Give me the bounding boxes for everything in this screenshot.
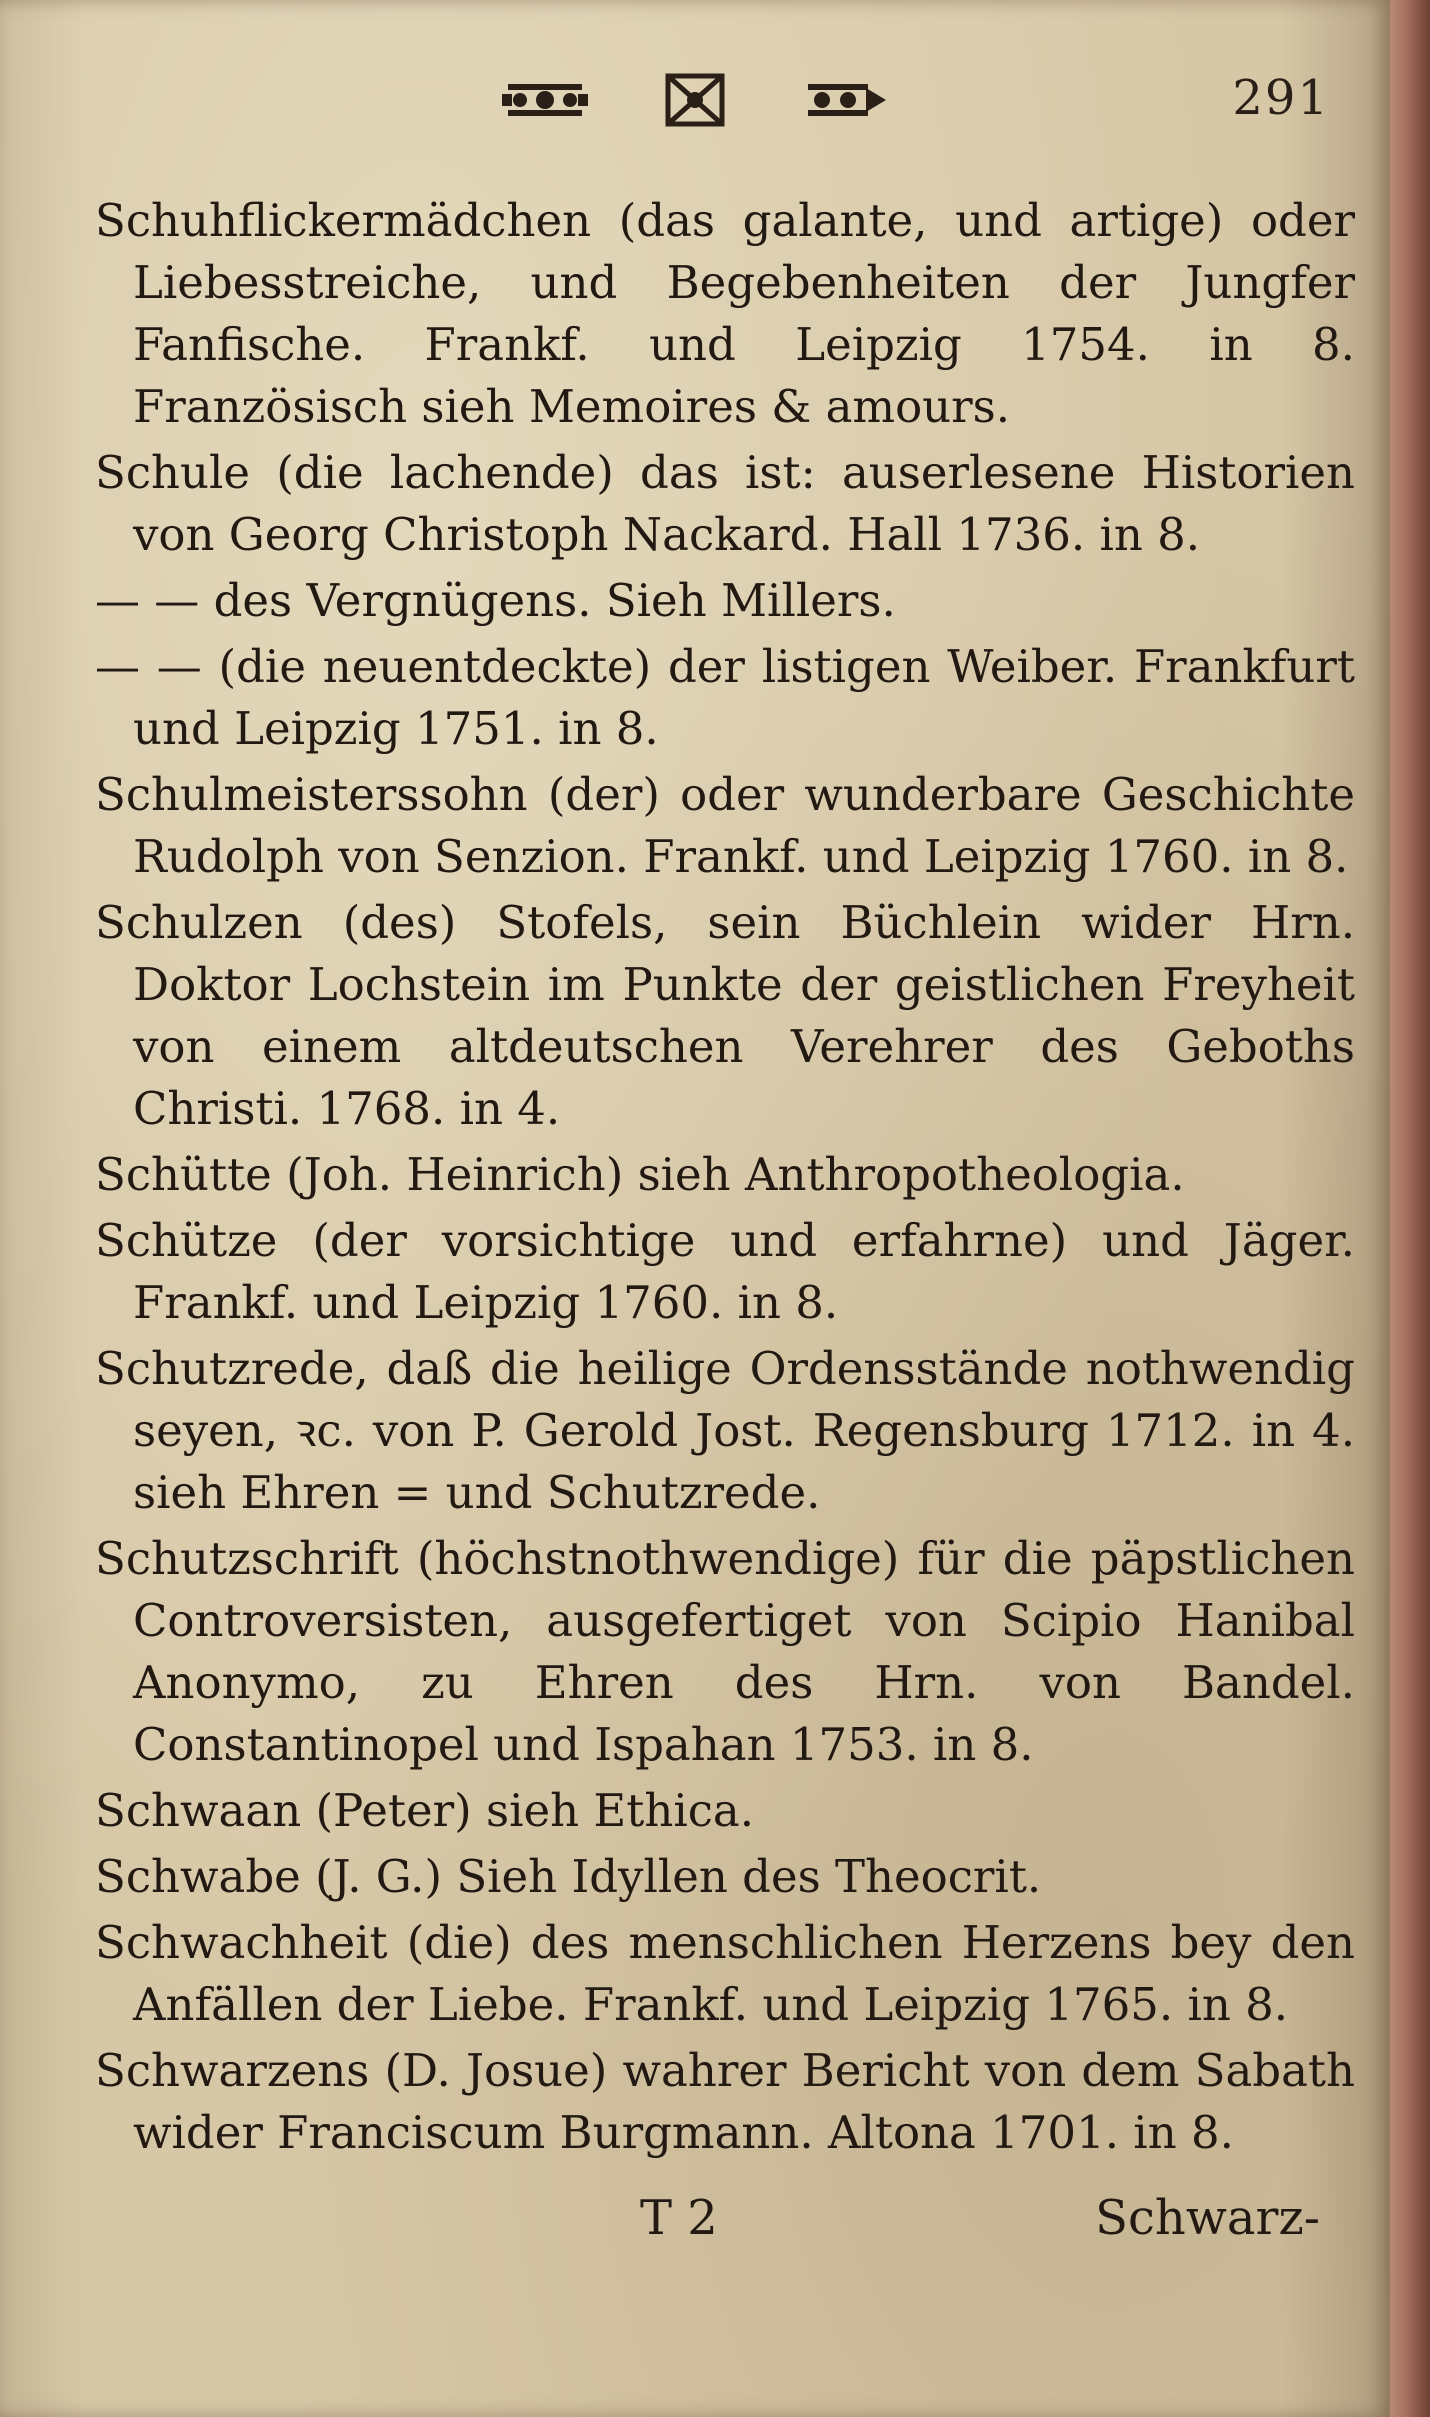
list-item: Schütze (der vorsichtige und erfahrne) und Jäger. Frankf. und Leipzig 1760. in 8. xyxy=(95,1214,1355,1329)
list-item: Schwarzens (D. Josue) wahrer Bericht von dem Sabath wider Franciscum Burgmann. Altona 1701. in 8. xyxy=(95,2044,1355,2159)
fleuron-left-icon xyxy=(500,70,590,130)
list-item: Schwachheit (die) des menschlichen Herzens bey den Anfällen der Liebe. Frankf. und Leipzig 1765. in 8. xyxy=(95,1916,1355,2031)
page-footer xyxy=(0,2190,1390,2260)
list-item: Schwabe (J. G.) Sieh Idyllen des Theocrit. xyxy=(95,1850,1042,1903)
list-item: Schwaan (Peter) sieh Ethica. xyxy=(95,1784,755,1837)
page-header xyxy=(0,60,1390,150)
list-item: — — (die neuentdeckte) der listigen Weiber. Frankfurt und Leipzig 1751. in 8. xyxy=(95,640,1355,755)
list-item: Schulzen (des) Stofels, sein Büchlein wider Hrn. Doktor Lochstein im Punkte der geistlichen Freyheit von einem altdeutschen Verehrer des Geboths Christi. 1768. in 4. xyxy=(95,896,1355,1135)
list-item: Schule (die lachende) das ist: auserlesene Historien von Georg Christoph Nackard. Hall 1736. in 8. xyxy=(95,446,1355,561)
list-item: Schutzschrift (höchstnothwendige) für die päpstlichen Controversisten, ausgefertiget von Scipio Hanibal Anonymo, zu Ehren des Hrn. von Bandel. Constantinopel und Ispahan 1753. in 8. xyxy=(95,1532,1355,1771)
list-item: — — des Vergnügens. Sieh Millers. xyxy=(95,574,896,627)
fleuron-right-icon xyxy=(800,70,890,130)
signature-mark: T 2 xyxy=(640,2190,718,2246)
list-item: Schütte (Joh. Heinrich) sieh Anthropotheologia. xyxy=(95,1148,1185,1201)
header-ornaments xyxy=(500,70,890,130)
list-item: Schuhflickermädchen (das galante, und artige) oder Liebesstreiche, und Begebenheiten der Jungfer Fanfische. Frankf. und Leipzig 1754. in 8. Französisch sieh Memoires & amours. xyxy=(95,194,1355,433)
register-entries xyxy=(95,190,1355,2168)
list-item: Schulmeisterssohn (der) oder wunderbare Geschichte Rudolph von Senzion. Frankf. und Leipzig 1760. in 8. xyxy=(95,768,1355,883)
list-item: Schutzrede, daß die heilige Ordensstände nothwendig seyen, ꝛc. von P. Gerold Jost. Regensburg 1712. in 4. sieh Ehren = und Schutzrede. xyxy=(95,1342,1355,1519)
page-edge xyxy=(1390,0,1430,2417)
page-number: 291 xyxy=(1232,70,1330,126)
catchword: Schwarz- xyxy=(1095,2190,1320,2246)
fleuron-center-icon xyxy=(650,70,740,130)
